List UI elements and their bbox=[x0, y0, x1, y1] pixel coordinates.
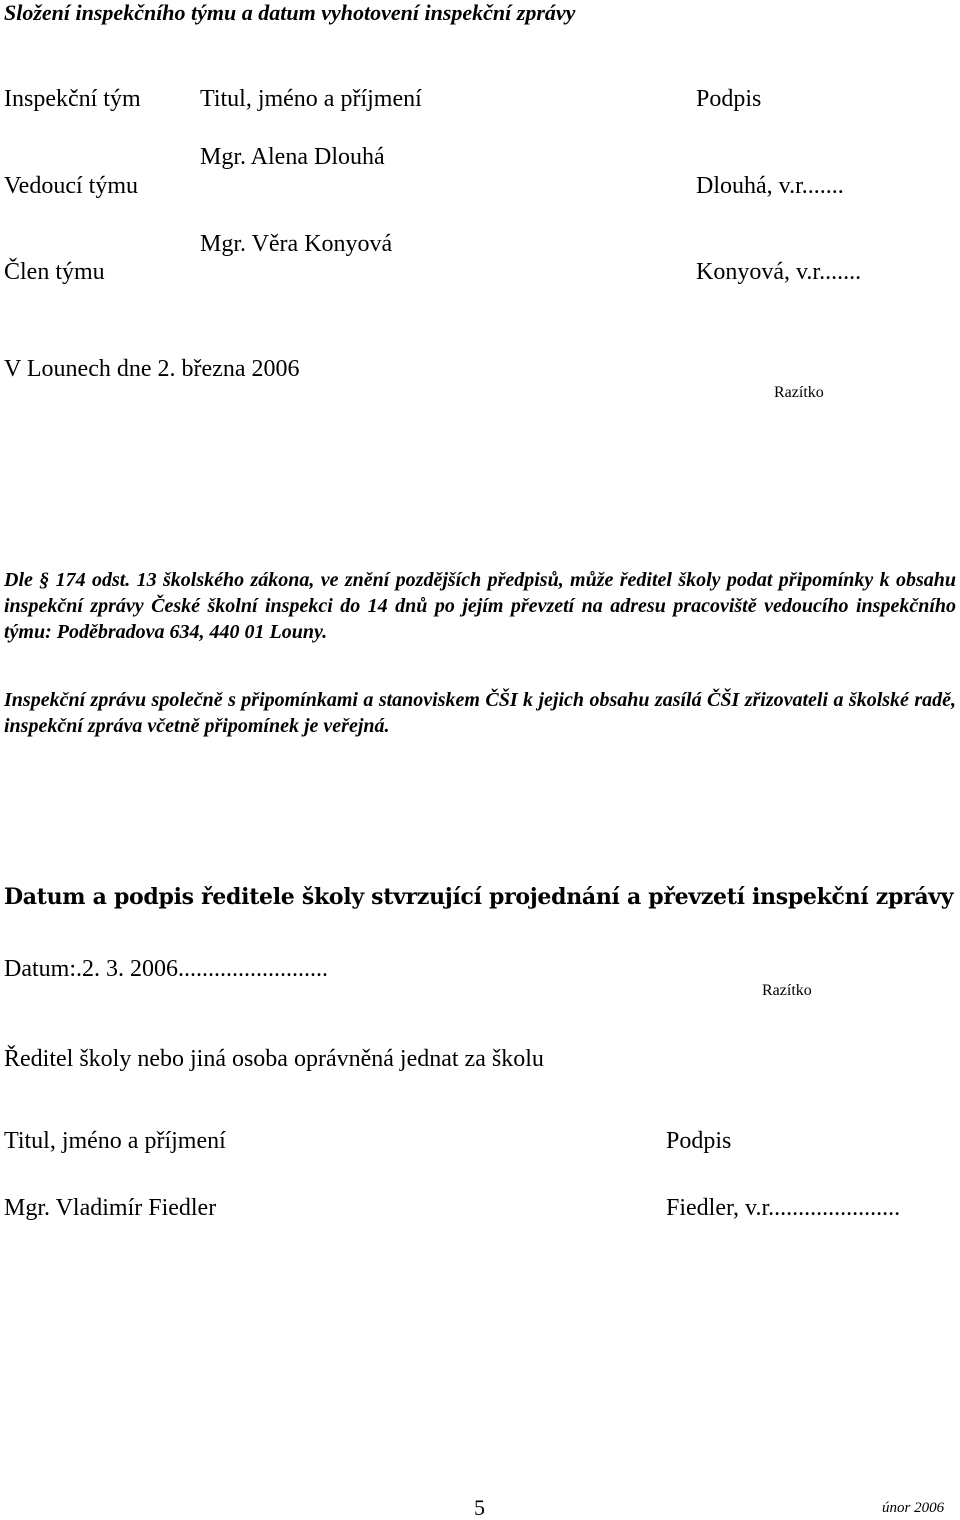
date-line: Datum:.2. 3. 2006......................... bbox=[4, 956, 328, 982]
team-signature-leader: Dlouhá, v.r....... bbox=[696, 173, 844, 199]
comments-paragraph: Dle § 174 odst. 13 školského zákona, ve znění pozdějších předpisů, může ředitel školy podat připomínky k obsahu inspekční zprávy České školní inspekci do 14 dnů po jejím převzetí na adresu pracoviště vedoucího inspekčního týmu: Poděbradova 634, 440 01 Louny. bbox=[4, 569, 956, 643]
director-header-signature: Podpis bbox=[666, 1128, 732, 1154]
director-section-heading: Datum a podpis ředitele školy stvrzující projednání a převzetí inspekční zprávy bbox=[4, 884, 954, 910]
distribution-paragraph: Inspekční zprávu společně s připomínkami a stanoviskem ČŠI k jejich obsahu zasílá ČŠI zřizovateli a školské radě, inspekční zpráva včetně připomínek je veřejná. bbox=[4, 689, 956, 737]
team-name-leader: Mgr. Alena Dlouhá bbox=[200, 144, 385, 170]
header-signature: Podpis bbox=[696, 86, 762, 112]
document-heading: Složení inspekčního týmu a datum vyhotovení inspekční zprávy bbox=[4, 0, 576, 25]
director-signature: Fiedler, v.r...................... bbox=[666, 1195, 901, 1221]
director-header-name: Titul, jméno a příjmení bbox=[4, 1128, 226, 1154]
team-name-member: Mgr. Věra Konyová bbox=[200, 231, 393, 257]
place-date: V Lounech dne 2. března 2006 bbox=[4, 356, 300, 382]
header-inspection-team: Inspekční tým bbox=[4, 86, 141, 112]
header-name: Titul, jméno a příjmení bbox=[200, 86, 422, 112]
page-number: 5 bbox=[474, 1495, 485, 1520]
team-signature-member: Konyová, v.r....... bbox=[696, 259, 862, 285]
stamp-placeholder-2: Razítko bbox=[762, 982, 812, 999]
team-role-leader: Vedoucí týmu bbox=[4, 173, 138, 199]
footer-date: únor 2006 bbox=[882, 1500, 945, 1516]
team-role-member: Člen týmu bbox=[4, 259, 105, 285]
director-name: Mgr. Vladimír Fiedler bbox=[4, 1195, 217, 1221]
director-label: Ředitel školy nebo jiná osoba oprávněná jednat za školu bbox=[4, 1046, 544, 1072]
stamp-placeholder-1: Razítko bbox=[774, 384, 824, 401]
